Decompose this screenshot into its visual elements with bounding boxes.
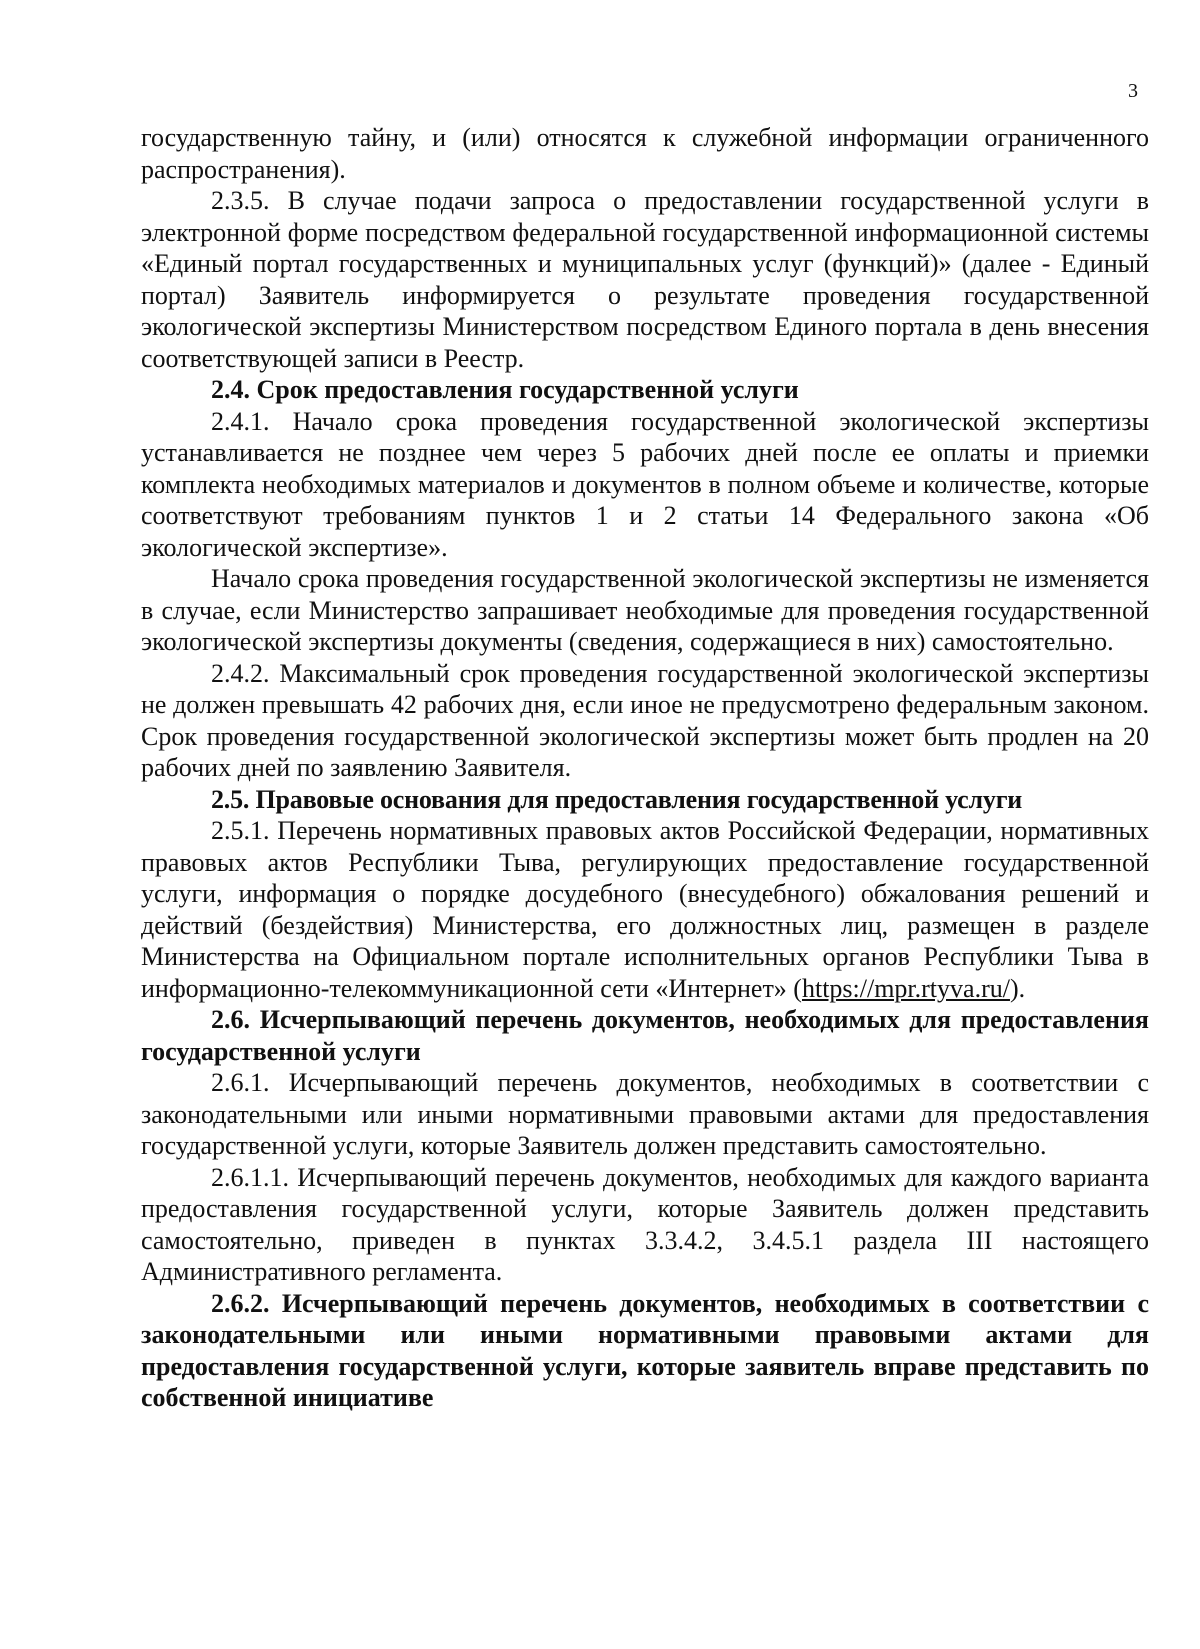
paragraph-2-4-1: 2.4.1. Начало срока проведения государственной экологической экспертизы устанавливается не позднее чем через 5 рабочих дней после ее оплаты и приемки комплекта необходимых материалов и документов в полном объеме и количестве, которые соответствуют требованиям пунктов 1 и 2 статьи 14 Федерального закона «Об экологической экспертизе».: [141, 406, 1149, 562]
heading-2-6-2: 2.6.2. Исчерпывающий перечень документов, необходимых в соответствии с законодательными или иными нормативными правовыми актами для предоставления государственной услуги, которые заявитель вправе представить по собственной инициативе: [141, 1288, 1149, 1412]
heading-2-6: 2.6. Исчерпывающий перечень документов, необходимых для предоставления государственной услуги: [141, 1005, 1149, 1066]
paragraph-2-6-1: 2.6.1. Исчерпывающий перечень документов, необходимых в соответствии с законодательными или иными нормативными правовыми актами для предоставления государственной услуги, которые Заявитель должен представить самостоятельно.: [141, 1068, 1149, 1160]
heading-2-5: 2.5. Правовые основания для предоставления государственной услуги: [211, 784, 1023, 814]
portal-link[interactable]: https://mpr.rtyva.ru/: [801, 973, 1010, 1003]
paragraph-2-4-2: 2.4.2. Максимальный срок проведения государственной экологической экспертизы не должен превышать 42 рабочих дня, если иное не предусмотрено федеральным законом. Срок проведения государственной экологической экспертизы может быть продлен на 20 рабочих дней по заявлению Заявителя.: [141, 658, 1149, 782]
paragraph-term-start: Начало срока проведения государственной экологической экспертизы не изменяется в случае, если Министерство запрашивает необходимые для проведения государственной экологической экспертизы документы (сведения, содержащиеся в них) самостоятельно.: [141, 564, 1149, 656]
page-number: 3: [1128, 80, 1138, 102]
paragraph-2-3-5: 2.3.5. В случае подачи запроса о предоставлении государственной услуги в электронной форме посредством федеральной государственной информационной системы «Единый портал государственных и муниципальных услуг (функций)» (далее - Единый портал) Заявитель информируется о результате проведения государственной экологической экспертизы Министерством посредством Единого портала в день внесения соответствующей записи в Реестр.: [141, 186, 1149, 373]
heading-2-4: 2.4. Срок предоставления государственной услуги: [211, 375, 799, 404]
paragraph-restricted-info: государственную тайну, и (или) относятся к служебной информации ограниченного распространения).: [141, 123, 1149, 184]
paragraph-2-5-1: [141, 815, 1149, 1004]
paragraph-2-5-1-end: ).: [1009, 973, 1026, 1003]
paragraph-2-6-1-1: 2.6.1.1. Исчерпывающий перечень документов, необходимых для каждого варианта предоставления государственной услуги, которые Заявитель должен представить самостоятельно, приведен в пунктах 3.3.4.2, 3.4.5.1 раздела III настоящего Административного регламента.: [141, 1162, 1149, 1286]
document-body: [141, 122, 1149, 1414]
paragraph-2-5-1-text: 2.5.1. Перечень нормативных правовых актов Российской Федерации, нормативных правовых актов Республики Тыва, регулирующих предоставление государственной услуги, информация о порядке досудебного (внесудебного) обжалования решений и действий (бездействия) Министерства, его должностных лиц, размещен в разделе Министерства на Официальном портале исполнительных органов Республики Тыва в информационно-телекоммуникационной сети «Интернет» (: [141, 816, 1149, 1003]
